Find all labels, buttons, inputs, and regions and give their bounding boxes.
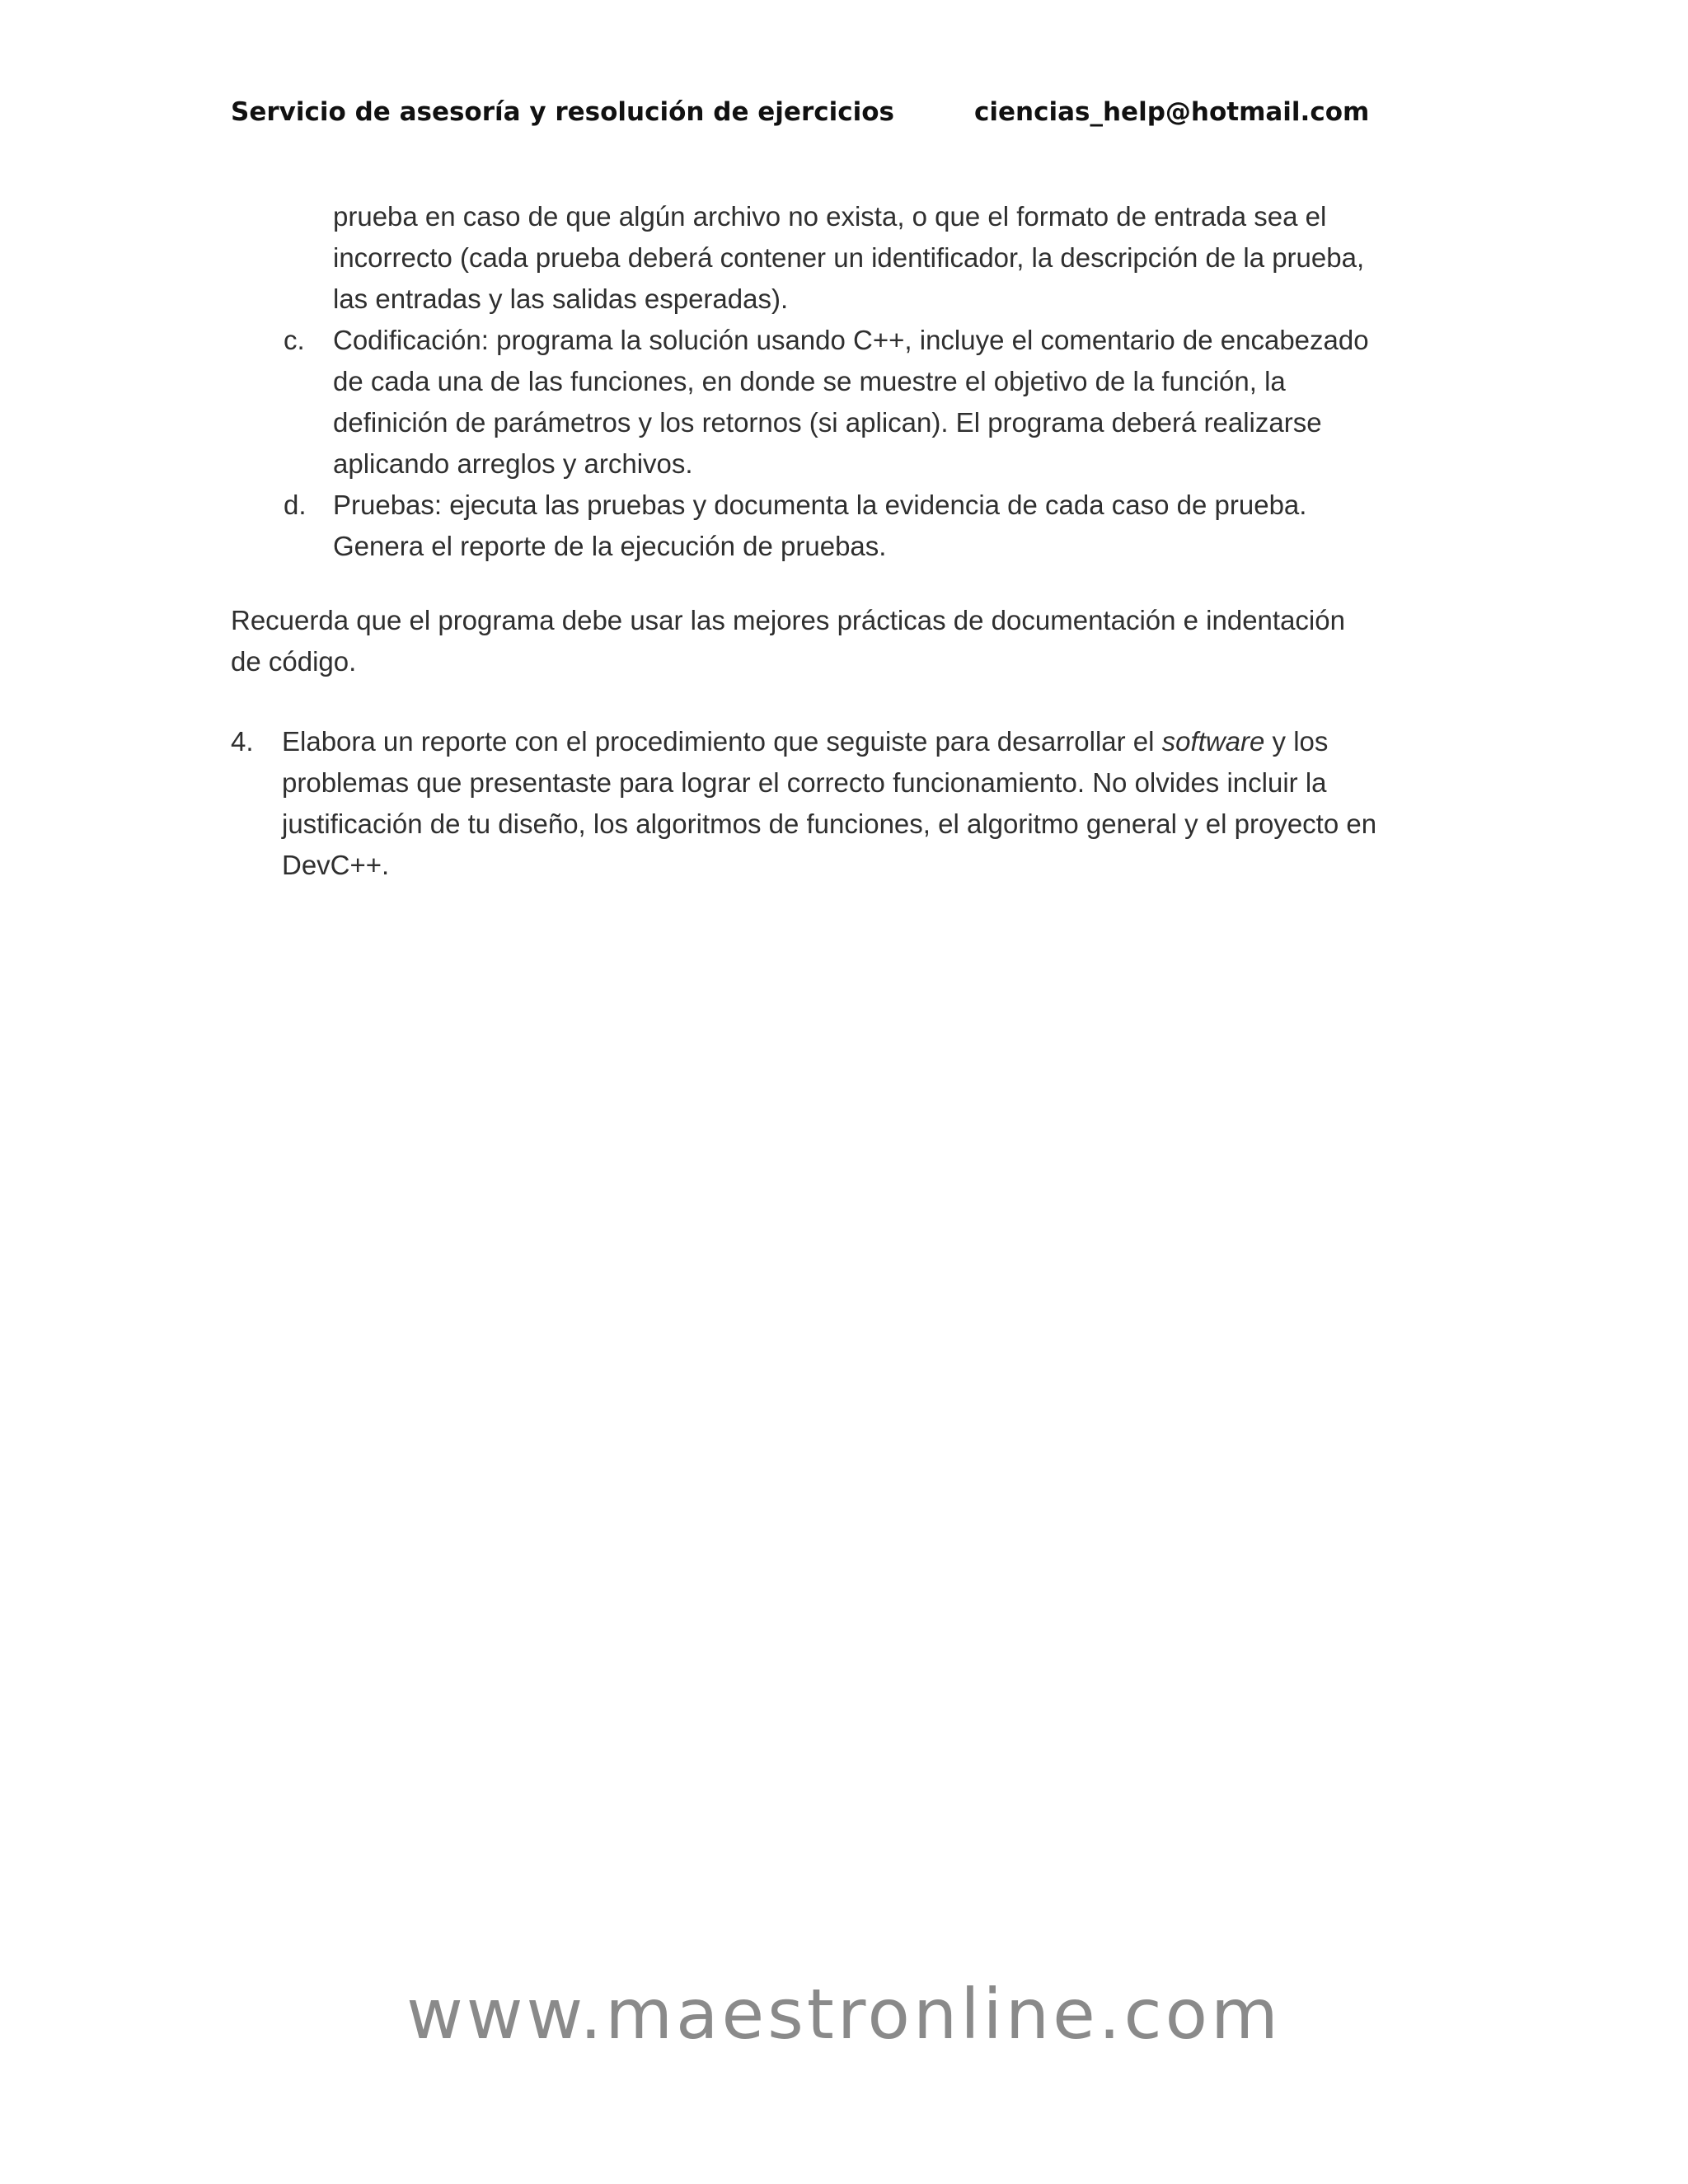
text-line: aplicando arreglos y archivos. bbox=[333, 448, 693, 479]
text-line: de código. bbox=[231, 646, 357, 677]
reminder-paragraph bbox=[231, 600, 1451, 682]
text-line: Pruebas: ejecuta las pruebas y documenta la evidencia de cada caso de prueba. bbox=[333, 490, 1307, 520]
list-item-c bbox=[231, 320, 1451, 485]
text-line: problemas que presentaste para lograr el correcto funcionamiento. No olvides incluir la bbox=[282, 767, 1327, 798]
text-line: incorrecto (cada prueba deberá contener un identificador, la descripción de la prueba, bbox=[333, 242, 1365, 273]
text-line: Codificación: programa la solución usando C++, incluye el comentario de encabezado bbox=[333, 325, 1369, 355]
text-line: definición de parámetros y los retornos (si aplican). El programa deberá realizarse bbox=[333, 407, 1322, 438]
list-marker: d. bbox=[284, 490, 307, 520]
text-line: prueba en caso de que algún archivo no exista, o que el formato de entrada sea el bbox=[333, 201, 1327, 232]
sub-list bbox=[231, 196, 1451, 567]
text-line: las entradas y las salidas esperadas). bbox=[333, 284, 789, 314]
list-item-b-continuation bbox=[333, 196, 1451, 320]
header-service-title: Servicio de asesoría y resolución de ejercicios bbox=[231, 97, 894, 127]
list-marker: 4. bbox=[231, 726, 254, 757]
text-line: DevC++. bbox=[282, 850, 390, 880]
text-line: Genera el reporte de la ejecución de pruebas. bbox=[333, 531, 887, 561]
text-line: Recuerda que el programa debe usar las mejores prácticas de documentación e indentación bbox=[231, 605, 1345, 635]
list-marker: c. bbox=[284, 325, 305, 355]
text-segment: y los bbox=[1264, 726, 1329, 757]
text-line bbox=[282, 721, 1451, 762]
header-email: ciencias_help@hotmail.com bbox=[974, 97, 1370, 127]
list-item-d bbox=[231, 485, 1451, 567]
text-line: justificación de tu diseño, los algoritmos de funciones, el algoritmo general y el proyecto en bbox=[282, 808, 1377, 839]
footer-watermark: www.maestronline.com bbox=[406, 1974, 1282, 2055]
emphasis-software: software bbox=[1161, 726, 1265, 757]
list-item-4 bbox=[231, 721, 1451, 886]
text-line: de cada una de las funciones, en donde se muestre el objetivo de la función, la bbox=[333, 366, 1286, 396]
text-segment: Elabora un reporte con el procedimiento que seguiste para desarrollar el bbox=[282, 726, 1162, 757]
page-header bbox=[231, 97, 1451, 138]
